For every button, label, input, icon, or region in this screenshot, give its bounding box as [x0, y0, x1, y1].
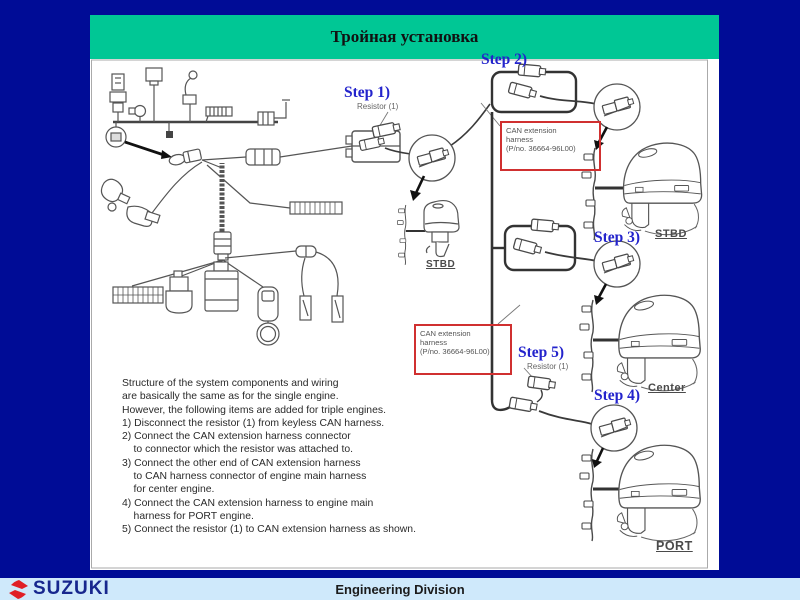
resistor1-label: Resistor (1) [357, 102, 399, 111]
engine-chain-mid [397, 205, 417, 265]
instruction-line: 5) Connect the resistor (1) to CAN extension harness as shown. [122, 524, 416, 536]
page-title: Тройная установка [330, 27, 479, 46]
slide-header [90, 15, 719, 59]
instruction-line: 2) Connect the CAN extension harness connector [122, 431, 351, 443]
footer-division-text: Engineering Division [335, 581, 465, 597]
magnifier-icon-step1 [409, 135, 455, 181]
resistor-plug-step5 [527, 376, 555, 391]
can-extension-callout-1 [500, 121, 601, 171]
engine-label-port: PORT [656, 539, 693, 553]
loop2-plug-inner [513, 238, 542, 256]
instruction-line: to connector which the resistor was attached to. [122, 444, 354, 456]
instruction-text [122, 377, 467, 537]
step5-label: Step 5) [518, 344, 565, 361]
instruction-line: are basically the same as for the single engine. [122, 391, 339, 403]
engine-stbd-drawing [622, 143, 702, 235]
instruction-line: 4) Connect the CAN extension harness to engine main [122, 497, 374, 509]
magnifier-icon-port [591, 405, 637, 451]
canbox2-leader [498, 305, 520, 324]
pointer-arrowhead [594, 295, 604, 305]
instruction-line: for center engine. [122, 484, 215, 496]
can-connector-step5 [509, 397, 537, 413]
engine-label-mid-stbd: STBD [426, 259, 456, 270]
pointer-arrow [597, 448, 603, 461]
wire [537, 390, 542, 402]
wire-to-port [539, 411, 592, 424]
can-box-line: (P/no. 36664-96L00) [506, 144, 576, 153]
wire-loop1-to-stbd [540, 96, 596, 104]
can-box-line: (P/no. 36664-96L00) [420, 347, 490, 356]
footer [0, 578, 800, 600]
can-box-line: harness [506, 135, 534, 144]
engine-label-center: Center [648, 382, 686, 394]
step4-label: Step 4) [594, 387, 641, 404]
canbox1-leader [481, 103, 500, 126]
suzuki-wordmark: SUZUKI [33, 578, 110, 599]
instruction-line: Structure of the system components and wiring [122, 378, 339, 389]
can-box-line: CAN extension [506, 126, 557, 135]
wire-loop2-to-center [545, 252, 597, 261]
engine-port-drawing [617, 445, 700, 540]
keyless-can-harness [101, 68, 352, 345]
engine-center-drawing [617, 295, 700, 390]
step3-label: Step 3) [594, 229, 641, 246]
engine-mid-stbd-drawing [424, 201, 459, 257]
pointer-arrowhead [410, 190, 421, 201]
pointer-arrow [416, 176, 424, 193]
can-box-line: harness [420, 338, 448, 347]
wire-to-loop1 [450, 104, 490, 146]
instruction-line: to CAN harness connector of engine main harness [122, 471, 367, 483]
step1-label: Step 1) [344, 84, 391, 101]
pointer-arrow [599, 284, 606, 297]
loop2-plug-top [531, 219, 559, 232]
can-extension-callout-2 [414, 324, 512, 375]
instruction-line: 1) Disconnect the resistor (1) from keyless CAN harness. [122, 417, 385, 429]
step2-label: Step 2) [481, 51, 528, 68]
engine-chain-center [580, 300, 611, 392]
resistor5-label: Resistor (1) [527, 362, 569, 371]
can-box-line: CAN extension [420, 329, 471, 338]
loop1-plug-inner [508, 82, 537, 100]
engine-label-stbd: STBD [655, 228, 687, 240]
instruction-line: harness for PORT engine. [122, 510, 254, 522]
instruction-line: However, the following items are added for triple engines. [122, 404, 386, 416]
instruction-line: 3) Connect the other end of CAN extension harness [122, 457, 361, 469]
magnifier-icon-center [594, 241, 640, 287]
